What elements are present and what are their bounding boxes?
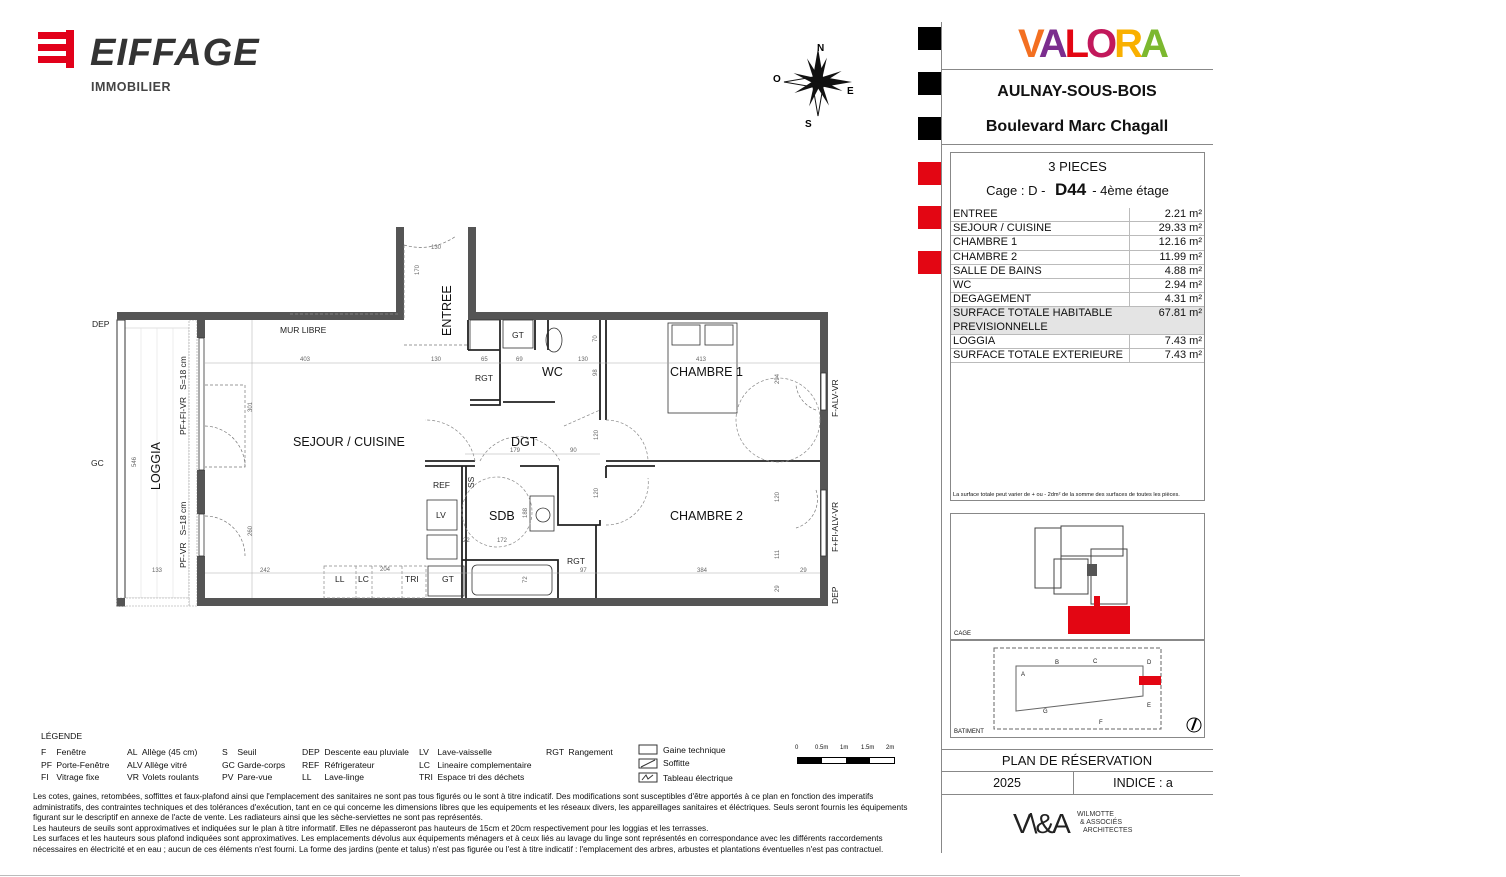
surface-row — [951, 293, 1204, 307]
architect-logo: V\&A — [1013, 808, 1069, 839]
window-label-1: PF+FI-VR S=18 cm — [178, 356, 188, 435]
marker-black — [918, 27, 941, 50]
divider — [941, 794, 1213, 795]
svg-text:72: 72 — [523, 576, 529, 583]
compass-s: S — [805, 119, 812, 130]
label-gt2: GT — [442, 574, 454, 584]
surface-value: 7.43 m² — [1164, 334, 1202, 347]
unit-cage: Cage : D - D44 - 4ème étage — [986, 180, 1169, 199]
electrical-panel-icon — [639, 773, 657, 782]
footer-year: 2025 — [993, 776, 1021, 790]
label-gc: GC — [91, 458, 104, 468]
window-label-4: F+FI-ALV-VR — [830, 501, 840, 552]
floor-plan — [0, 0, 915, 720]
footer-title: PLAN DE RÉSERVATION — [1001, 753, 1153, 768]
surface-note: La surface totale peut varier de + ou - 2dm² de la somme des surfaces de toutes les pièces. — [953, 492, 1180, 498]
svg-text:F: F — [1099, 720, 1103, 726]
svg-text:70: 70 — [593, 335, 599, 342]
svg-text:E: E — [1147, 703, 1152, 709]
legend-gaine: Gaine technique — [663, 745, 726, 755]
note-paragraph: Les cotes, gaines, retombées, soffittes et faux-plafond ainsi que l'emplacement des sanitaires ne sont pas tous figurés ou le sont à titre indicatif. Des modifications sont susceptibles d'être apportés à ce plan en fonction des imperatifs administratifs, des contraintes techniques et des tolérances d'exécution, tant en ce qui concerne les dimensions libres que les equipements et les réseaux divers, les appareillages sanitaires et éléctriques. Seuls seront fournis les équipements figurant sur le descriptif en annexe de l'acte de vente. Les radiateurs ainsi que les sèche-serviettes ne sont pas représentés. — [33, 792, 908, 823]
legend-item: GC Garde-corps — [222, 759, 286, 770]
room-sdb: SDB — [489, 509, 515, 523]
svg-text:384: 384 — [697, 568, 708, 574]
legend-item: FI Vitrage fixe — [41, 772, 100, 782]
surface-label: DEGAGEMENT — [951, 293, 1130, 306]
svg-text:242: 242 — [260, 568, 271, 574]
note-paragraph: Les surfaces et les hauteurs sous plafond indiquées sont approximatives. Les emplacements dévolus aux équipements ménagers et à ceux liés au lavage du linge sont représentés en correspondance avec les différents raccordements nécessaires en électricité et en eau ; aucun de ces éléments n'est fourni. La forme des jardins (pente et talus) n'est pas figurée ou l'est à titre indicatif : l'emplacement des arbres, arbustes et plantations éventuelles n'est pas contractuel. — [33, 834, 884, 854]
legend-item: REF Réfrigerateur — [302, 759, 375, 770]
disclaimer-notes — [33, 792, 923, 856]
svg-text:130: 130 — [431, 245, 442, 251]
label-ref: REF — [433, 480, 450, 490]
surface-row — [951, 236, 1204, 250]
svg-text:294: 294 — [775, 373, 781, 384]
surface-value: 11.99 m² — [1159, 250, 1202, 263]
svg-text:120: 120 — [594, 487, 600, 498]
window-label-2: PF-VR S=18 cm — [178, 501, 188, 568]
building-caption: BATIMENT — [954, 729, 984, 735]
surface-label: CHAMBRE 2 — [951, 251, 1130, 264]
svg-text:97: 97 — [580, 568, 587, 574]
brand-logo: EIFFAGE — [90, 32, 260, 74]
surface-value: 29.33 m² — [1158, 222, 1202, 235]
svg-text:98: 98 — [593, 369, 599, 376]
legend-item: PF Porte-Fenêtre — [41, 759, 110, 770]
surface-label: LOGGIA — [951, 335, 1130, 348]
svg-text:301: 301 — [248, 401, 254, 412]
surface-value: 67.81 m² — [1158, 307, 1202, 320]
surface-value: 2.21 m² — [1164, 208, 1202, 220]
surface-value: 4.88 m² — [1164, 264, 1202, 277]
legend-soffitte: Soffitte — [663, 758, 690, 768]
divider — [941, 771, 1213, 772]
legend-item: ALV Allège vitré — [127, 759, 188, 770]
label-lv: LV — [436, 510, 446, 520]
label-lc: LC — [358, 574, 369, 584]
legend-item: F Fenêtre — [41, 747, 87, 757]
label-dep: DEP — [92, 319, 110, 329]
svg-text:188: 188 — [523, 507, 529, 518]
surface-row — [951, 265, 1204, 279]
legend-item: LL Lave-linge — [302, 772, 365, 782]
surface-label: SALLE DE BAINS — [951, 265, 1130, 278]
surface-value: 7.43 m² — [1164, 349, 1202, 362]
label-tri: TRI — [405, 574, 419, 584]
svg-text:130: 130 — [578, 357, 589, 363]
surface-rows — [951, 208, 1204, 363]
svg-text:120: 120 — [594, 429, 600, 440]
legend-item: PV Pare-vue — [222, 772, 273, 782]
project-city: AULNAY-SOUS-BOIS — [997, 83, 1157, 100]
svg-text:111: 111 — [775, 549, 781, 559]
note-paragraph: Les hauteurs de seuils sont approximatives et indiquées sur le plan à titre informatif. Elles ne dépasseront pas hauteurs de 15cm et 20cm respectivement pour les loggias et les terrasses. — [33, 823, 709, 833]
svg-text:90: 90 — [570, 448, 577, 454]
svg-text:G: G — [1043, 709, 1048, 715]
marker-red — [918, 162, 941, 185]
svg-text:172: 172 — [497, 538, 508, 544]
label-rgt: RGT — [475, 373, 493, 383]
title-block-border — [941, 22, 942, 853]
svg-text:120: 120 — [775, 491, 781, 502]
cage-value: D — [1028, 183, 1038, 198]
svg-text:133: 133 — [152, 568, 163, 574]
surface-row — [951, 349, 1204, 363]
surface-label: CHAMBRE 1 — [951, 236, 1130, 249]
room-sejour: SEJOUR / CUISINE — [293, 435, 405, 449]
label-rgt2: RGT — [567, 556, 585, 566]
legend-item: TRI Espace tri des déchets — [419, 772, 525, 782]
compass-n: N — [817, 43, 825, 54]
surface-label: SEJOUR / CUISINE — [951, 222, 1130, 235]
unit-type: 3 PIECES — [1048, 159, 1107, 174]
svg-text:403: 403 — [300, 357, 311, 363]
svg-text:29: 29 — [775, 585, 781, 592]
room-wc: WC — [542, 365, 563, 379]
surface-row — [951, 307, 1204, 334]
floor: 4ème étage — [1100, 183, 1169, 198]
svg-text:29: 29 — [800, 568, 807, 574]
gaine-icon — [639, 745, 657, 754]
svg-text:260: 260 — [248, 525, 254, 536]
svg-text:B: B — [1055, 660, 1060, 666]
compass-o: O — [773, 74, 781, 85]
marker-black — [918, 117, 941, 140]
svg-text:65: 65 — [481, 357, 488, 363]
legend-tableau: Tableau électrique — [663, 773, 733, 783]
surface-row — [951, 208, 1204, 222]
sink-icon — [530, 496, 554, 531]
cage-label: Cage : — [986, 183, 1025, 198]
label-gt: GT — [512, 330, 524, 340]
svg-text:413: 413 — [696, 357, 707, 363]
building-keyplan — [950, 640, 1205, 738]
svg-text:179: 179 — [510, 448, 521, 454]
surface-label: SURFACE TOTALE EXTERIEURE — [951, 349, 1130, 362]
legend-item: DEP Descente eau pluviale — [302, 747, 409, 757]
project-street: Boulevard Marc Chagall — [985, 118, 1169, 135]
outer-walls — [117, 227, 828, 606]
surface-row — [951, 251, 1204, 265]
bottom-border — [0, 875, 1240, 876]
label-dep2: DEP — [830, 586, 840, 604]
cage-caption: CAGE — [954, 631, 972, 637]
surface-value: 2.94 m² — [1164, 279, 1202, 292]
architect-name: WILMOTTE & ASSOCIÉS ARCHITECTES — [1077, 811, 1133, 834]
svg-text:546: 546 — [132, 456, 138, 467]
legend-symbols — [638, 744, 660, 784]
label-mur-libre: MUR LIBRE — [280, 325, 327, 335]
surface-value: 4.31 m² — [1164, 293, 1202, 306]
lot-number: D44 — [1055, 180, 1087, 199]
marker-black — [918, 72, 941, 95]
room-loggia: LOGGIA — [149, 442, 163, 490]
surface-value: 12.16 m² — [1158, 236, 1202, 249]
room-entree: ENTREE — [440, 285, 454, 336]
divider — [941, 749, 1213, 750]
surface-row — [951, 222, 1204, 236]
legend-item: AL Allège (45 cm) — [127, 747, 198, 757]
svg-text:69: 69 — [516, 357, 523, 363]
divider — [941, 69, 1213, 70]
surface-label: ENTREE — [951, 208, 1130, 221]
footer-indice: INDICE : a — [1113, 776, 1173, 790]
marker-red — [918, 251, 941, 274]
svg-text:C: C — [1093, 659, 1098, 665]
label-ll: LL — [335, 574, 345, 584]
svg-text:A: A — [1021, 672, 1026, 678]
valora-logo: VALORA — [1018, 22, 1166, 66]
legend-item: VR Volets roulants — [127, 772, 199, 782]
label-ss: SS — [466, 476, 476, 488]
surface-table — [950, 152, 1205, 501]
surface-row — [951, 335, 1204, 349]
cage-keyplan — [950, 513, 1205, 640]
svg-text:204: 204 — [380, 567, 391, 573]
brand-subtitle: IMMOBILIER — [91, 80, 171, 94]
divider — [941, 144, 1213, 145]
marker-red — [918, 206, 941, 229]
legend-item: LV Lave-vaisselle — [419, 747, 492, 757]
legend-title: LÉGENDE — [41, 731, 83, 741]
svg-text:22: 22 — [463, 538, 470, 544]
window-label-3: F-ALV-VR — [830, 379, 840, 417]
legend-item: RGT Rangement — [546, 747, 613, 757]
room-chambre1: CHAMBRE 1 — [670, 365, 743, 379]
room-dgt: DGT — [511, 435, 538, 449]
legend-item: S Seuil — [222, 747, 257, 757]
compass-icon — [773, 43, 854, 130]
surface-row — [951, 279, 1204, 293]
surface-label: SURFACE TOTALE HABITABLE PREVISIONNELLE — [953, 307, 1113, 333]
room-chambre2: CHAMBRE 2 — [670, 509, 743, 523]
bathtub-icon — [472, 565, 552, 595]
surface-label: WC — [951, 279, 1130, 292]
svg-text:130: 130 — [431, 357, 442, 363]
svg-text:D: D — [1147, 660, 1152, 666]
svg-text:170: 170 — [415, 264, 421, 275]
legend-item: LC Lineaire complementaire — [419, 759, 532, 770]
compass-e: E — [847, 86, 854, 97]
